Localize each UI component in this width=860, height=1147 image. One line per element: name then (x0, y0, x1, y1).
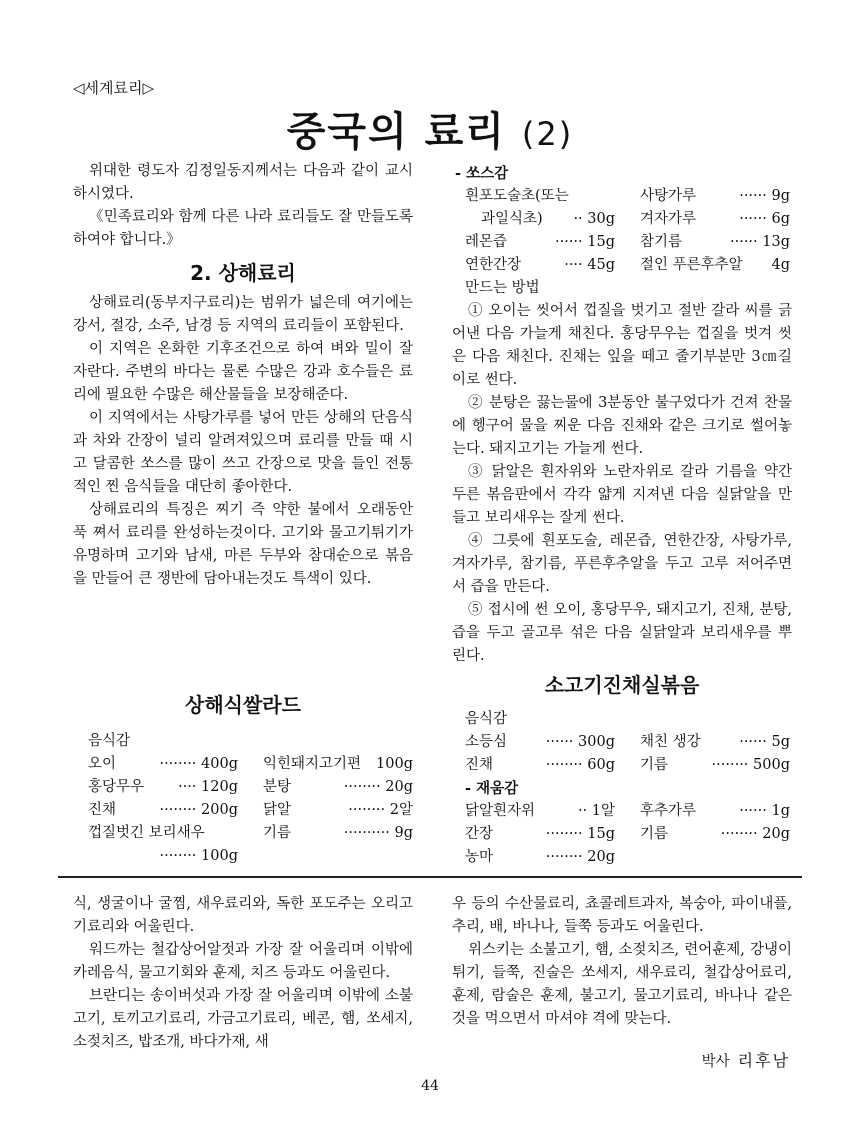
bottom-paragraph: 워드까는 철갑상어알젓과 가장 잘 어울리며 이밖에 카레음식, 물고기회와 훈제, 치즈 등과도 어울린다. (73, 942, 413, 981)
section2-paragraph: 이 지역에서는 사탕가루를 넣어 만든 상해의 단음식과 차와 간장이 널리 알려져있으며 료리를 만들 때 시고 달콤한 쏘스를 많이 쓰고 간장으로 맛을 들인 전통적인 찐 음식들을 대단히 좋아한다. (73, 410, 413, 495)
beef-ingredient-label: 음식감 (465, 711, 508, 727)
ingredient-row (465, 731, 790, 754)
section2-heading: 2. 상해료리 (190, 261, 296, 285)
quantity: 30g (587, 211, 615, 227)
ingredient-name: 익힌돼지고기편 (263, 756, 362, 772)
ingredient-qty (160, 753, 238, 776)
ingredient-name: 농마 (465, 849, 494, 865)
author-name: 리후남 (737, 1051, 790, 1070)
quantity: 5g (771, 734, 790, 750)
leader-dots: ········ (159, 802, 197, 818)
quantity: 15g (587, 234, 615, 250)
beef-ingredient-table (465, 731, 790, 869)
method-step: ⑤ 접시에 썬 오이, 홍당무우, 돼지고기, 진채, 분탕, 즙을 두고 골고루 섞은 다음 실닭알과 보리새우를 뿌린다. (452, 602, 792, 664)
ingredient-row (88, 776, 413, 799)
ingredient-row (88, 753, 413, 776)
season-label-row (465, 777, 790, 800)
ingredient-row (465, 254, 790, 277)
ingredient-name: 사탕가루 (640, 188, 697, 204)
leader-dots: ········ (720, 826, 758, 842)
leader-dots: ···· (177, 779, 197, 795)
ingredient-qty (546, 823, 615, 846)
ingredient-name: 껍질벗긴 보리새우 (88, 825, 205, 841)
ingredient-name: 절인 푸른후추알 (640, 257, 743, 273)
ingredient-name: 기름 (263, 825, 292, 841)
ingredient-qty (739, 731, 790, 754)
quantity: 500g (753, 757, 790, 773)
title-text: 중국의 료리 (286, 109, 506, 155)
ingredient-qty (348, 799, 413, 822)
ingredient-row (465, 823, 790, 846)
ingredient-name: 후추가루 (640, 803, 697, 819)
ingredient-qty (555, 231, 615, 254)
ingredient-name: 오이 (88, 756, 117, 772)
quantity: 100g (201, 848, 238, 864)
leader-dots: ·········· (343, 825, 390, 841)
leader-dots: ········ (545, 849, 583, 865)
method-label: 만드는 방법 (465, 280, 540, 296)
ingredient-row (465, 754, 790, 777)
ingredient-qty (712, 754, 790, 777)
page-number: 44 (421, 1078, 439, 1094)
quantity: 6g (771, 211, 790, 227)
ingredient-row (465, 231, 790, 254)
quantity: 60g (587, 757, 615, 773)
ingredient-name: 채친 생강 (640, 734, 701, 750)
author-title: 박사 (701, 1054, 730, 1070)
left-column (73, 160, 413, 591)
quantity: 20g (762, 826, 790, 842)
ingredient-qty (376, 753, 413, 776)
ingredient-qty (739, 208, 790, 231)
leader-dots: ········ (343, 779, 381, 795)
ingredient-qty (344, 822, 413, 845)
sauce-label: - 쏘스감 (455, 165, 509, 182)
leader-dots: ······ (739, 734, 767, 750)
page-title (0, 100, 860, 157)
season-label: - 재움감 (465, 780, 519, 797)
ingredient-name: 닭알흰자위 (465, 803, 536, 819)
section-tag: ◁세계료리▷ (73, 79, 155, 97)
ingredient-qty (160, 799, 238, 822)
bottom-paragraph: 위스키는 소불고기, 햄, 소젖치즈, 련어훈제, 강냉이튀기, 들쭉, 진술은 쏘세지, 새우료리, 철갑상어료리, 훈제, 람술은 훈제, 불고기, 물고기료리, 바나나 같은것을 먹으면서 마셔야 격에 맞는다. (452, 942, 792, 1027)
title-number: (2) (521, 115, 574, 153)
ingredient-name: 참기름 (640, 234, 683, 250)
leader-dots: ········ (711, 757, 749, 773)
leader-dots: ········ (545, 757, 583, 773)
ingredient-name: 기름 (640, 757, 669, 773)
section2-paragraph: 상해료리(동부지구료리)는 범위가 넓은데 여기에는 강서, 절강, 소주, 남경 등 지역의 료리들이 포함된다. (73, 295, 413, 334)
ingredient-qty (730, 231, 790, 254)
leader-dots: ······ (730, 234, 758, 250)
quantity: 200g (201, 802, 238, 818)
quantity: 2알 (389, 802, 413, 818)
method-steps (452, 300, 792, 668)
ingredient-name: 닭알 (263, 802, 292, 818)
leader-dots: ·· (577, 803, 588, 819)
bottom-paragraph: 우 등의 수산물료리, 쵸콜레트과자, 복숭아, 파이내플, 추리, 배, 바나나, 들쭉 등과도 어울린다. (452, 896, 792, 935)
ingredient-name: 소등심 (465, 734, 508, 750)
quantity: 400g (201, 756, 238, 772)
ingredient-name: 연한간장 (465, 257, 522, 273)
section2-paragraph: 상해료리의 특징은 찌기 즉 약한 불에서 오래동안 푹 쪄서 료리를 완성하는것이다. 고기와 물고기튀기가 유명하며 고기와 남새, 마른 두부와 참대순으로 볶음을 만들어 큰 쟁반에 담아내는것도 특색이 있다. (73, 502, 413, 587)
ingredient-row (465, 800, 790, 823)
quantity: 20g (587, 849, 615, 865)
ingredient-name: 흰포도술초(또는 (465, 188, 569, 204)
ingredient-name: 과일식초) (481, 211, 543, 227)
method-step: ② 분탕은 끓는물에 3분동안 불구었다가 건져 찬물에 헹구어 물을 찌운 다음 진채와 같은 크기로 썰어놓는다. 돼지고기는 가늘게 썬다. (452, 395, 792, 457)
quantity: 9g (394, 825, 413, 841)
ingredient-qty (578, 800, 615, 823)
ingredient-row (465, 185, 790, 208)
quantity: 45g (587, 257, 615, 273)
method-step: ④ 그릇에 흰포도술, 레몬즙, 연한간장, 사탕가루, 겨자가루, 참기름, 푸른후추알을 두고 고루 저어주면서 즙을 만든다. (452, 533, 792, 595)
intro-paragraph: 위대한 령도자 김정일동지께서는 다음과 같이 교시하시였다. (73, 163, 413, 202)
leader-dots: ······ (545, 734, 574, 750)
quantity: 1g (771, 803, 790, 819)
leader-dots: ········ (159, 756, 197, 772)
ingredient-qty (344, 776, 413, 799)
ingredient-row (465, 208, 790, 231)
salad-title: 상해식쌀라드 (185, 693, 301, 717)
ingredient-row (88, 799, 413, 822)
ingredient-qty (564, 254, 615, 277)
quantity: 9g (771, 188, 790, 204)
ingredient-qty (546, 731, 615, 754)
quantity: 4g (771, 257, 790, 273)
ingredient-name: 레몬즙 (465, 234, 508, 250)
quantity: 300g (578, 734, 615, 750)
bottom-paragraph: 식, 생굴이나 굴찜, 새우료리와, 독한 포도주는 오리고기료리와 어울린다. (73, 896, 413, 935)
method-step: ③ 닭알은 흰자위와 노란자위로 갈라 기름을 약간 두른 볶음판에서 각각 얇게 지져낸 다음 실닭알을 만들고 보리새우는 잘게 썬다. (452, 464, 792, 526)
ingredient-name: 분탕 (263, 779, 292, 795)
intro-quote: 《민족료리와 함께 다른 나라 료리들도 잘 만들도록 하여야 합니다.》 (73, 209, 413, 248)
author-credit (702, 1048, 790, 1071)
leader-dots: ···· (564, 257, 583, 273)
leader-dots: ······ (555, 234, 583, 250)
bottom-left-column (73, 893, 413, 1054)
beef-title: 소고기진채실볶음 (544, 673, 700, 697)
leader-dots: ······ (739, 188, 767, 204)
quantity: 20g (385, 779, 413, 795)
ingredient-qty (721, 823, 790, 846)
section-divider (58, 876, 802, 878)
ingredient-qty (771, 254, 790, 277)
ingredient-qty (739, 185, 790, 208)
quantity: 13g (762, 234, 790, 250)
ingredient-name: 겨자가루 (640, 211, 697, 227)
leader-dots: ······ (739, 803, 767, 819)
ingredient-name: 진채 (465, 757, 494, 773)
ingredient-qty (573, 208, 615, 231)
ingredient-row (88, 845, 413, 868)
ingredient-row (465, 846, 790, 869)
section2-paragraph: 이 지역은 온화한 기후조건으로 하여 벼와 밀이 잘 자란다. 주변의 바다는 물론 수많은 강과 호수들은 료리에 필요한 수많은 해산물들을 보장해준다. (73, 341, 413, 403)
leader-dots: ·· (573, 211, 583, 227)
leader-dots: ········ (159, 848, 197, 864)
bottom-paragraph: 브란디는 송이버섯과 가장 잘 어울리며 이밖에 소불고기, 토끼고기료리, 가금고기료리, 베콘, 햄, 쏘세지, 소젖치즈, 밥조개, 바다가재, 새 (73, 988, 413, 1050)
ingredient-row (88, 822, 413, 845)
ingredient-qty (160, 845, 238, 868)
quantity: 100g (376, 756, 413, 772)
leader-dots: ······ (739, 211, 767, 227)
method-step: ① 오이는 씻어서 껍질을 벗기고 절반 갈라 씨를 긁어낸 다음 가늘게 채친다. 홍당무우는 껍질을 벗겨 씻은 다음 채친다. 진채는 잎을 떼고 줄기부분만 3㎝길이로 썬다. (452, 303, 792, 388)
salad-ingredient-label: 음식감 (88, 733, 131, 749)
leader-dots: ········ (348, 802, 386, 818)
bottom-right-column (452, 893, 792, 1031)
ingredient-qty (739, 800, 790, 823)
quantity: 15g (587, 826, 615, 842)
ingredient-name: 진채 (88, 802, 117, 818)
leader-dots: ········ (545, 826, 583, 842)
ingredient-qty (178, 776, 238, 799)
ingredient-qty (546, 754, 615, 777)
ingredient-name: 기름 (640, 826, 669, 842)
ingredient-name: 간장 (465, 826, 494, 842)
ingredient-name: 홍당무우 (88, 779, 145, 795)
ingredient-qty (546, 846, 615, 869)
sauce-ingredient-table (465, 185, 790, 277)
quantity: 120g (201, 779, 238, 795)
salad-ingredient-table (88, 753, 413, 868)
quantity: 1알 (591, 803, 615, 819)
